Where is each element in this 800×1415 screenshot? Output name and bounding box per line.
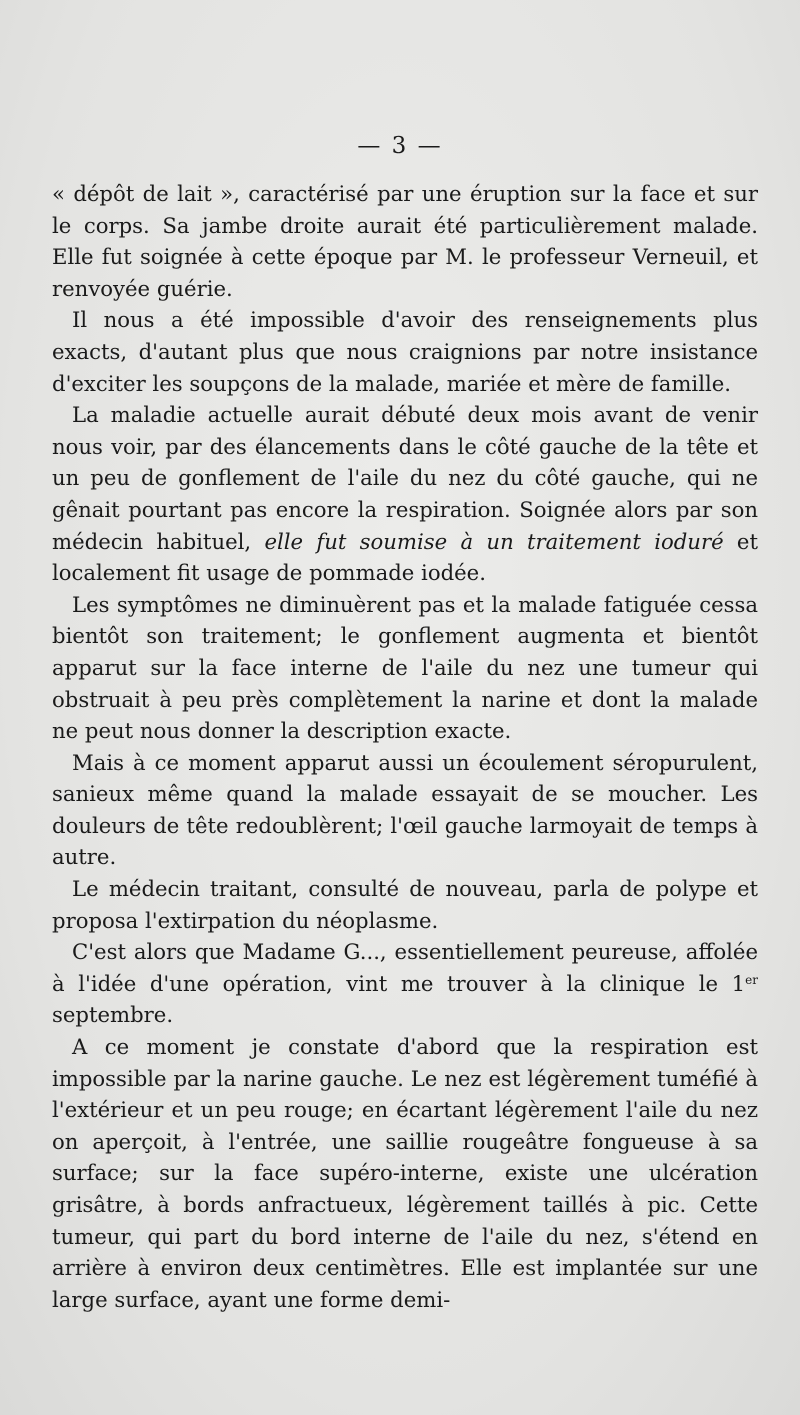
paragraph	[52, 304, 758, 399]
paragraph	[52, 178, 758, 304]
italic-run: elle fut soumise à un traitement ioduré	[264, 528, 724, 554]
text-run: A ce moment je constate d'abord que la respiration est impossible par la narine gauche. Le nez est légèrement tuméfié à l'extérieur et un peu rouge; en écartant légèrement l'aile du nez on aperçoit, à l'entrée, une saillie rougeâtre fongueuse à sa surface; sur la face supéro-interne, existe une ulcération grisâtre, à bords anfractueux, légèrement taillés à pic. Cette tumeur, qui part du bord interne de l'aile du nez, s'étend en arrière à environ deux centimètres. Elle est implantée sur une large surface, ayant une forme demi-	[52, 1034, 758, 1312]
paragraph	[52, 747, 758, 873]
paragraph	[52, 1031, 758, 1315]
text-run: Il nous a été impossible d'avoir des renseignements plus exacts, d'autant plus que nous craignions par notre insistance d'exciter les soupçons de la malade, mariée et mère de famille.	[52, 307, 758, 396]
paragraph	[52, 936, 758, 1031]
text-run: Mais à ce moment apparut aussi un écoulement séropurulent, sanieux même quand la malade essayait de se moucher. Les douleurs de tête redoublèrent; l'œil gauche larmoyait de temps à autre.	[52, 749, 758, 870]
text-run: « dépôt de lait », caractérisé par une éruption sur la face et sur le corps. Sa jambe droite aurait été particulièrement malade. Elle fut soignée à cette époque par M. le professeur Verneuil, et renvoyée guérie.	[52, 181, 758, 301]
paragraph	[52, 589, 758, 747]
page-number: — 3 —	[357, 133, 443, 159]
paragraph	[52, 399, 758, 589]
text-run: Le médecin traitant, consulté de nouveau, parla de polype et proposa l'extirpation du néoplasme.	[52, 876, 758, 933]
paragraph	[52, 873, 758, 936]
text-run: Les symptômes ne diminuèrent pas et la malade fatiguée cessa bientôt son traitement; le gonflement augmenta et bientôt apparut sur la face interne de l'aile du nez une tumeur qui obstruait à peu près complètement la narine et dont la malade ne peut nous donner la description exacte.	[52, 591, 758, 744]
text-run: et localement fit usage de pommade iodée.	[52, 528, 758, 586]
text-run: C'est alors que Madame G..., essentiellement peureuse, affolée à l'idée d'une opération, vint me trouver à la clinique le 1	[52, 939, 758, 996]
text-run: La maladie actuelle aurait débuté deux mois avant de venir nous voir, par des élancements dans le côté gauche de la tête et un peu de gonflement de l'aile du nez du côté gauche, qui ne gênait pourtant pas encore la respiration. Soignée alors par son médecin habituel,	[52, 402, 758, 554]
body-text	[52, 178, 758, 1315]
superscript-run: er	[745, 972, 758, 987]
text-run: septembre.	[52, 1002, 174, 1028]
